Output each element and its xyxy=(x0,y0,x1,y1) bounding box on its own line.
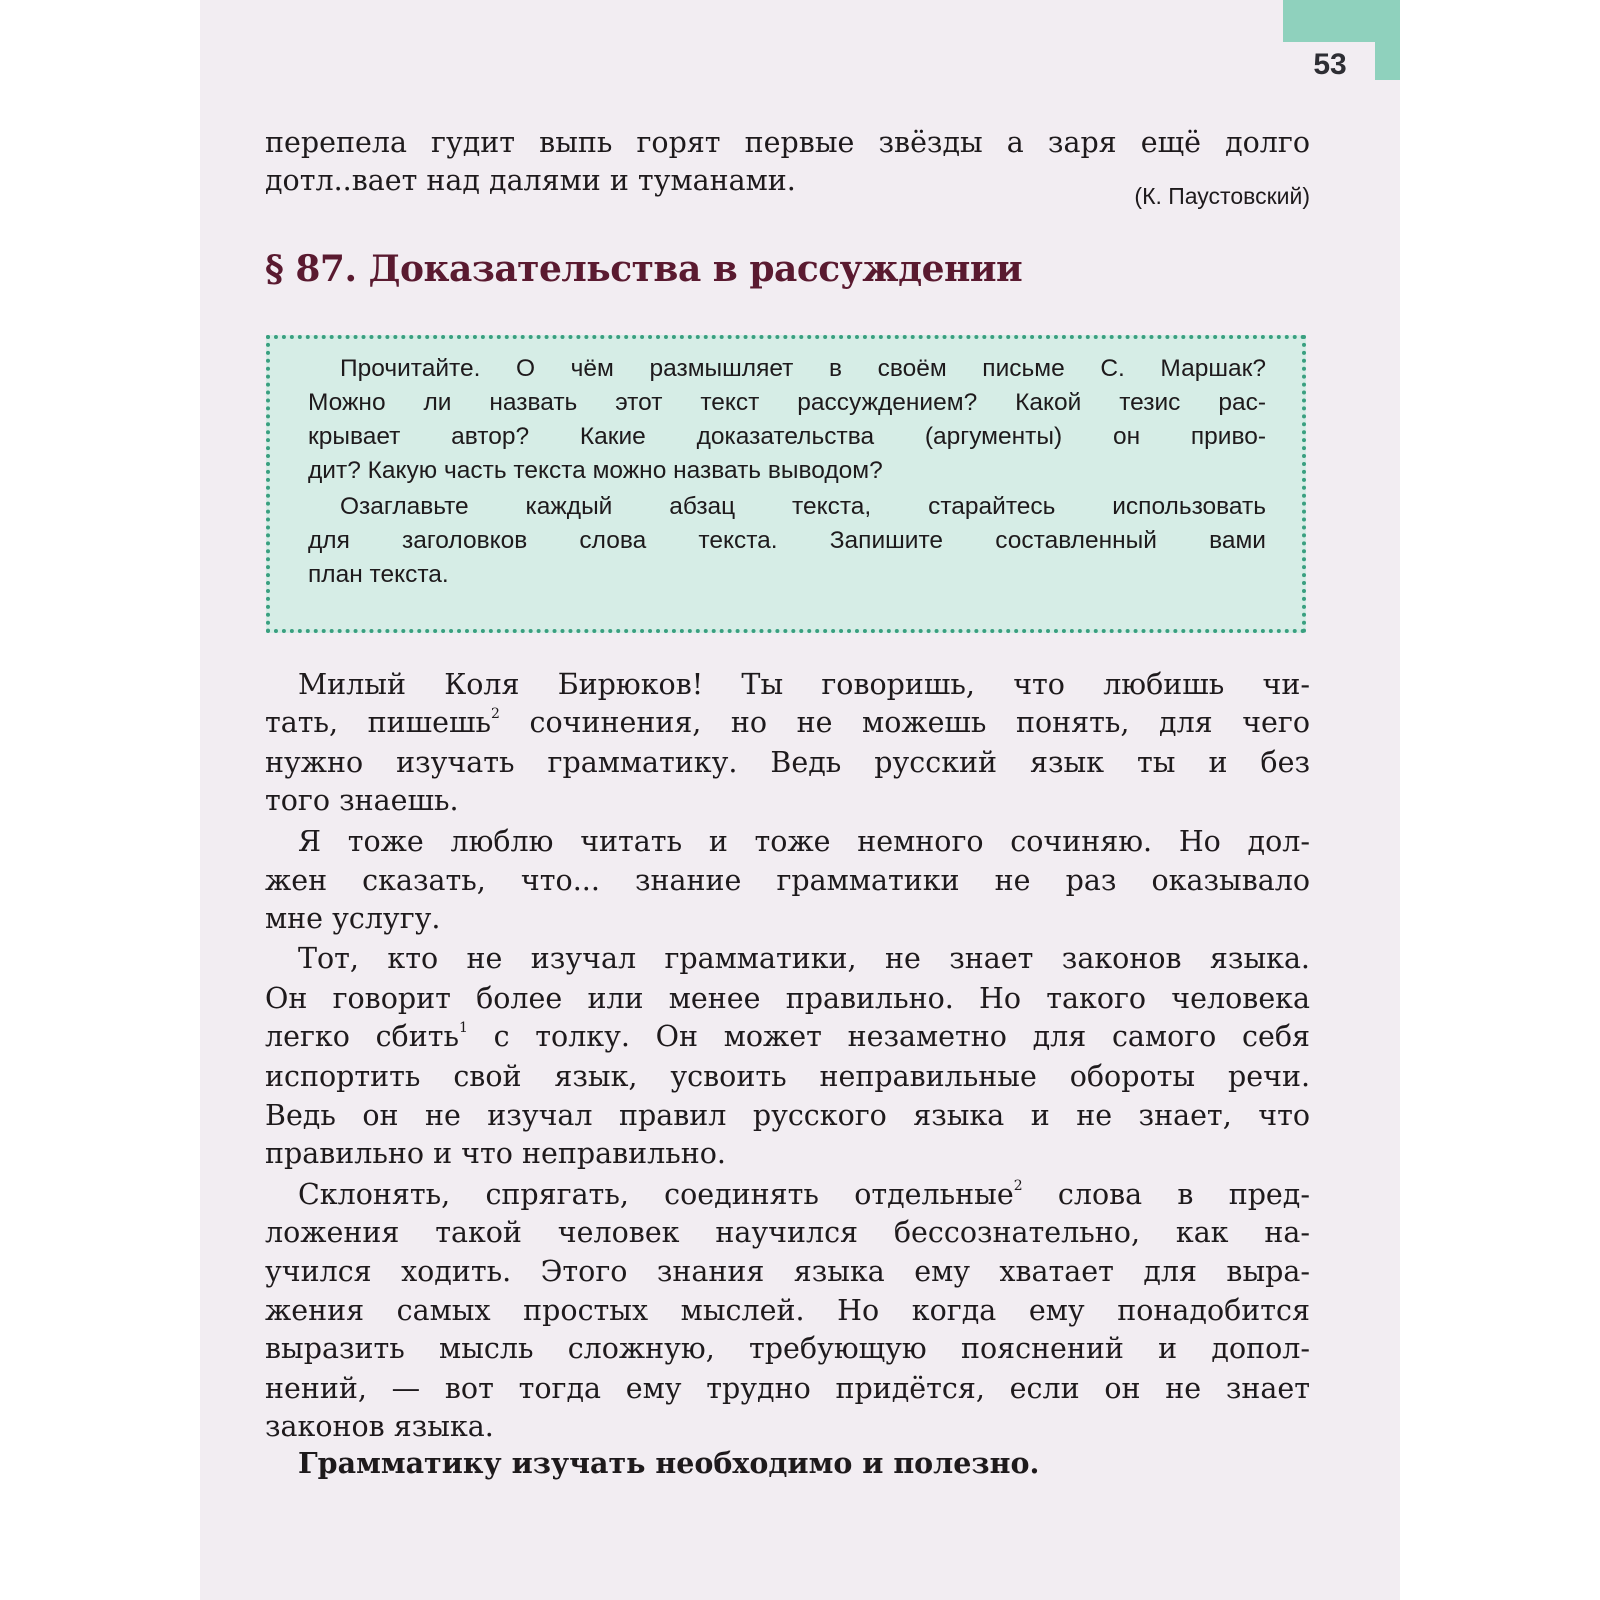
letter-line: испортить свой язык, усвоить неправильные обороты речи. xyxy=(265,1060,1310,1093)
footnote-marker: 2 xyxy=(1013,1177,1023,1194)
letter-line: ложения такой человек научился бессознательно, как на- xyxy=(265,1216,1310,1249)
letter-line xyxy=(265,1018,1310,1056)
letter-line-text: легко сбить xyxy=(265,1020,459,1053)
intro-line-1: перепела гудит выпь горят первые звёзды а заря ещё долго xyxy=(265,126,1310,159)
letter-line-text: тать, пишешь xyxy=(265,706,492,739)
footnote-marker: 2 xyxy=(491,705,500,722)
letter-line: Я тоже люблю читать и тоже немного сочиняю. Но дол- xyxy=(298,825,1310,858)
page-tab-decoration xyxy=(1283,0,1400,42)
letter-line: учился ходить. Этого знания языка ему хватает для выра- xyxy=(265,1255,1310,1288)
letter-line: жен сказать, что... знание грамматики не раз оказывало xyxy=(265,864,1310,897)
letter-conclusion: Грамматику изучать необходимо и полезно. xyxy=(298,1446,1040,1480)
page-number: 53 xyxy=(1313,48,1347,81)
letter-line-text: с толку. Он может незаметно для самого себя xyxy=(467,1020,1310,1053)
letter-line: Ведь он не изучал правил русского языка и не знает, что xyxy=(265,1099,1310,1132)
letter-line-text: слова в пред- xyxy=(1022,1178,1310,1211)
task-line: Можно ли назвать этот текст рассуждением? Какой тезис рас- xyxy=(308,389,1266,416)
letter-line: того знаешь. xyxy=(265,784,459,817)
task-line: план текста. xyxy=(308,561,449,588)
letter-line-text: Склонять, спрягать, соединять отдельные xyxy=(298,1178,1014,1211)
task-line: Прочитайте. О чём размышляет в своём письме С. Маршак? xyxy=(340,355,1266,382)
letter-line xyxy=(265,704,1310,742)
letter-line: жения самых простых мыслей. Но когда ему понадобится xyxy=(265,1294,1310,1327)
task-line: дит? Какую часть текста можно назвать выводом? xyxy=(308,457,883,484)
letter-line: мне услугу. xyxy=(265,902,441,935)
page-tab-decoration-side xyxy=(1375,40,1400,80)
letter-line: нужно изучать грамматику. Ведь русский язык ты и без xyxy=(265,746,1310,779)
letter-line: Он говорит более или менее правильно. Но такого человека xyxy=(265,982,1310,1015)
letter-line xyxy=(298,1176,1310,1214)
task-line: Озаглавьте каждый абзац текста, старайтесь использовать xyxy=(340,493,1266,520)
task-line: для заголовков слова текста. Запишите составленный вами xyxy=(308,527,1266,554)
intro-line-2: дотл..вает над далями и туманами. xyxy=(265,164,796,197)
letter-line: Тот, кто не изучал грамматики, не знает законов языка. xyxy=(298,942,1310,975)
footnote-marker: 1 xyxy=(458,1019,468,1036)
letter-line: законов языка. xyxy=(265,1410,494,1443)
letter-line: Милый Коля Бирюков! Ты говоришь, что любишь чи- xyxy=(298,668,1310,701)
task-line: крывает автор? Какие доказательства (аргументы) он приво- xyxy=(308,423,1266,450)
letter-line: нений, — вот тогда ему трудно придётся, если он не знает xyxy=(265,1372,1310,1405)
letter-line-text: сочинения, но не можешь понять, для чего xyxy=(499,706,1311,739)
letter-line: правильно и что неправильно. xyxy=(265,1137,726,1170)
section-title: § 87. Доказательства в рассуждении xyxy=(265,248,1023,290)
quote-source: (К. Паустовский) xyxy=(1134,183,1310,209)
letter-line: выразить мысль сложную, требующую пояснений и допол- xyxy=(265,1332,1310,1365)
